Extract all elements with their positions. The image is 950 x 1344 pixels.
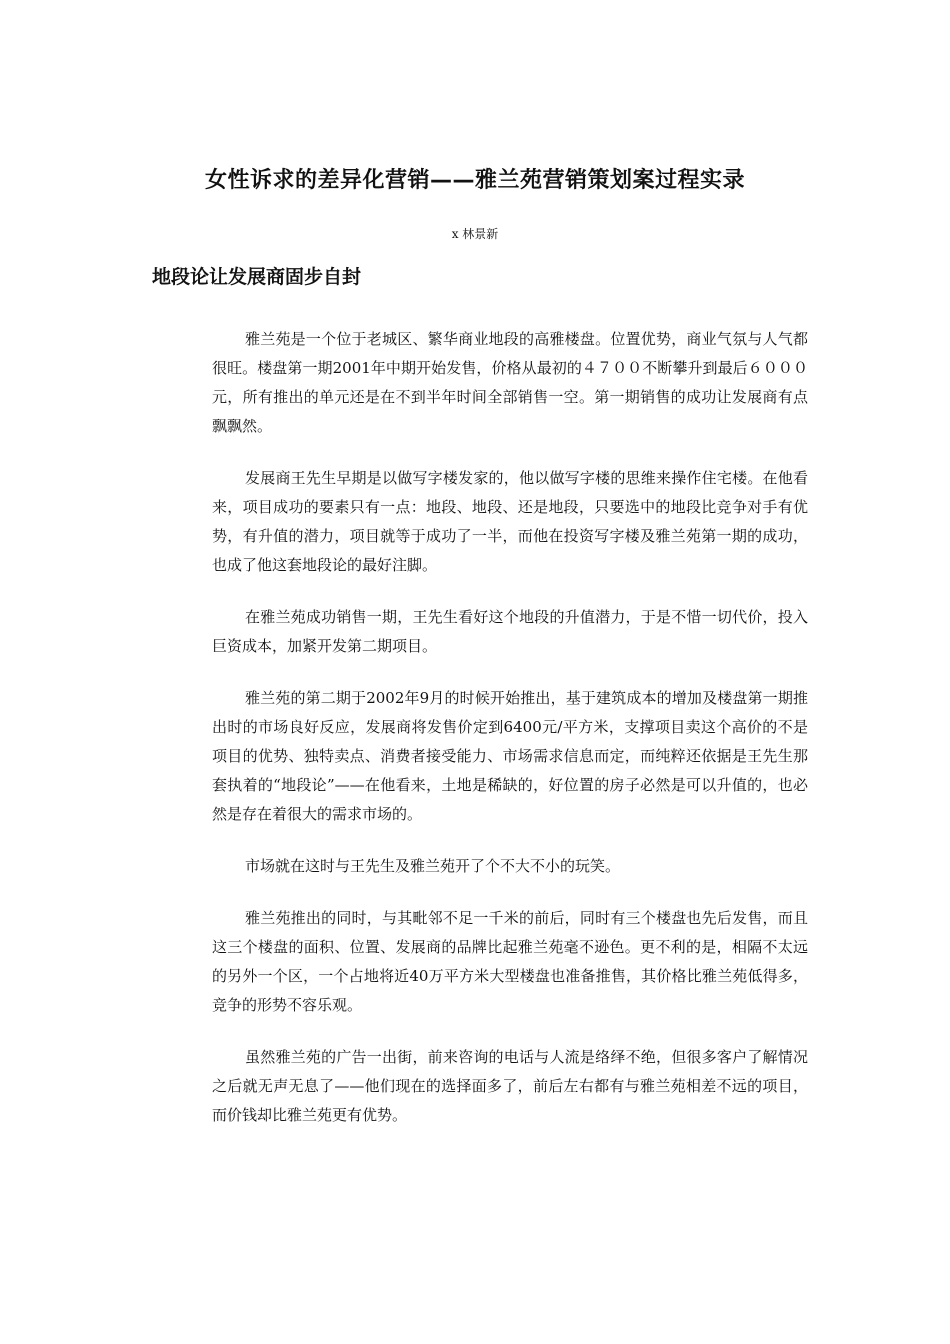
document-title: 女性诉求的差异化营销——雅兰苑营销策划案过程实录 bbox=[204, 168, 745, 193]
paragraph-4: 雅兰苑的第二期于2002年9月的时候开始推出，基于建筑成本的增加及楼盘第一期推出时的市场良好反应，发展商将发售价定到6400元/平方米，支撑项目卖这个高价的不是项目的优势、独特卖点、消费者接受能力、市场需求信息而定，而纯粹还依据是王先生那套执着的“地段论”——在他看来，土地是稀缺的，好位置的房子必然是可以升值的，也必然是存在着很大的需求市场的。 bbox=[212, 689, 808, 823]
paragraph-1: 雅兰苑是一个位于老城区、繁华商业地段的高雅楼盘。位置优势，商业气氛与人气都很旺。楼盘第一期2001年中期开始发售，价格从最初的４７００不断攀升到最后６０００元，所有推出的单元还是在不到半年时间全部销售一空。第一期销售的成功让发展商有点飘飘然。 bbox=[212, 330, 808, 435]
paragraph-6: 雅兰苑推出的同时，与其毗邻不足一千米的前后，同时有三个楼盘也先后发售，而且这三个楼盘的面积、位置、发展商的品牌比起雅兰苑毫不逊色。更不利的是，相隔不太远的另外一个区，一个占地将近40万平方米大型楼盘也准备推售，其价格比雅兰苑低得多，竞争的形势不容乐观。 bbox=[212, 909, 808, 1014]
article-body bbox=[212, 325, 808, 1153]
paragraph-5: 市场就在这时与王先生及雅兰苑开了个不大不小的玩笑。 bbox=[245, 857, 621, 875]
paragraph-2: 发展商王先生早期是以做写字楼发家的，他以做写字楼的思维来操作住宅楼。在他看来，项目成功的要素只有一点：地段、地段、还是地段，只要选中的地段比竞争对手有优势，有升值的潜力，项目就等于成功了一半，而他在投资写字楼及雅兰苑第一期的成功，也成了他这套地段论的最好注脚。 bbox=[212, 469, 808, 574]
section-heading: 地段论让发展商固步自封 bbox=[152, 266, 362, 288]
paragraph-7: 虽然雅兰苑的广告一出街，前来咨询的电话与人流是络绎不绝，但很多客户了解情况之后就无声无息了——他们现在的选择面多了，前后左右都有与雅兰苑相差不远的项目，而价钱却比雅兰苑更有优势。 bbox=[212, 1048, 808, 1124]
author-byline: x 林景新 bbox=[451, 227, 499, 241]
paragraph-3: 在雅兰苑成功销售一期，王先生看好这个地段的升值潜力，于是不惜一切代价，投入巨资成本，加紧开发第二期项目。 bbox=[212, 608, 808, 655]
